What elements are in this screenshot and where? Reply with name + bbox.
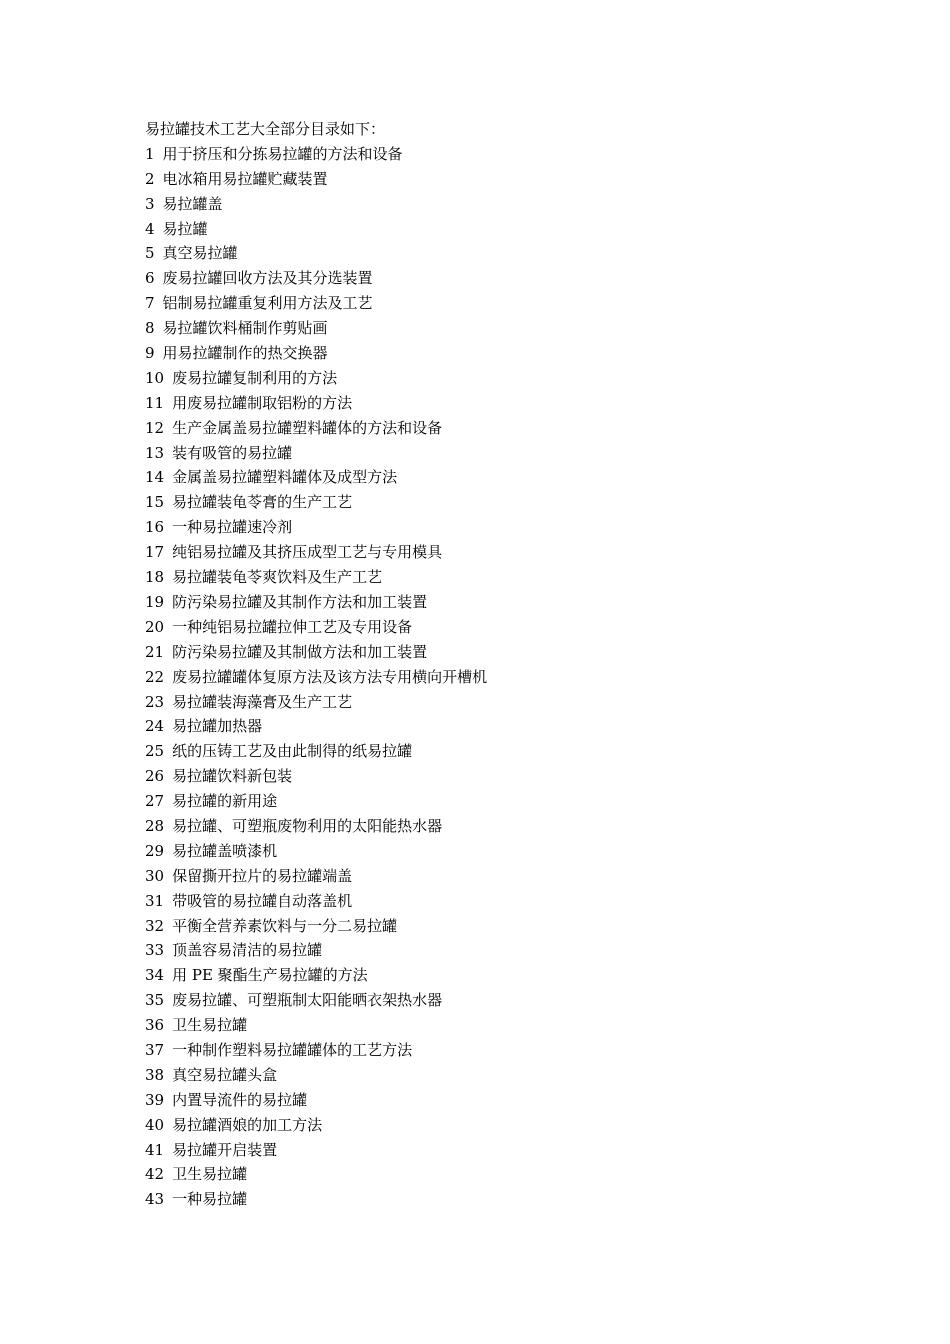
document-heading: 易拉罐技术工艺大全部分目录如下：	[145, 120, 386, 138]
list-item-title: 易拉罐、可塑瓶废物利用的太阳能热水器	[172, 816, 443, 835]
list-item-title: 装有吸管的易拉罐	[172, 443, 293, 462]
list-item	[145, 1162, 845, 1187]
list-item-number: 22	[145, 667, 165, 686]
document-content	[145, 117, 845, 1212]
list-item-number: 17	[145, 543, 165, 562]
list-item-number: 5	[145, 244, 155, 263]
list-item-number: 2	[145, 169, 155, 188]
list-item	[145, 1063, 845, 1088]
list-item	[145, 1013, 845, 1038]
list-item	[145, 914, 845, 939]
list-item	[145, 739, 845, 764]
list-item-number: 11	[145, 393, 165, 412]
list-item-number: 9	[145, 344, 155, 363]
list-item-title: 用于挤压和分拣易拉罐的方法和设备	[162, 144, 403, 163]
list-item-number: 31	[145, 891, 165, 910]
list-item-title: 卫生易拉罐	[172, 1016, 248, 1035]
list-item-number: 38	[145, 1065, 165, 1084]
list-item	[145, 714, 845, 739]
list-item-number: 6	[145, 269, 155, 288]
list-item-number: 39	[145, 1090, 165, 1109]
list-item	[145, 241, 845, 266]
list-item-number: 1	[145, 144, 155, 163]
list-item-title: 易拉罐加热器	[172, 717, 263, 736]
list-item	[145, 341, 845, 366]
list-item-number: 29	[145, 841, 165, 860]
list-item-title: 带吸管的易拉罐自动落盖机	[172, 891, 353, 910]
list-item	[145, 416, 845, 441]
list-item	[145, 789, 845, 814]
list-item-title: 一种易拉罐速冷剂	[172, 518, 293, 537]
list-item-number: 3	[145, 194, 155, 213]
list-item	[145, 864, 845, 889]
list-item	[145, 565, 845, 590]
list-item	[145, 640, 845, 665]
list-item-number: 41	[145, 1140, 165, 1159]
list-item	[145, 167, 845, 192]
list-item-number: 14	[145, 468, 165, 487]
list-item-number: 26	[145, 767, 165, 786]
list-item-number: 40	[145, 1115, 165, 1134]
list-item-title: 金属盖易拉罐塑料罐体及成型方法	[172, 468, 398, 487]
list-item-title: 纸的压铸工艺及由此制得的纸易拉罐	[172, 742, 413, 761]
list-item-title: 废易拉罐、可塑瓶制太阳能晒衣架热水器	[172, 991, 443, 1010]
list-item-title: 易拉罐装龟苓膏的生产工艺	[172, 493, 353, 512]
list-item-title: 易拉罐装海藻膏及生产工艺	[172, 692, 353, 711]
list-item-title: 真空易拉罐	[162, 244, 238, 263]
list-item-title: 易拉罐盖喷漆机	[172, 841, 278, 860]
list-item-title: 一种纯铝易拉罐拉伸工艺及专用设备	[172, 617, 413, 636]
list-item-number: 21	[145, 642, 165, 661]
list-item-number: 32	[145, 916, 165, 935]
list-item-title: 用 PE 聚酯生产易拉罐的方法	[172, 966, 368, 985]
list-item-number: 34	[145, 966, 165, 985]
list-item-title: 防污染易拉罐及其制做方法和加工装置	[172, 642, 428, 661]
list-item-title: 防污染易拉罐及其制作方法和加工装置	[172, 592, 428, 611]
list-item	[145, 465, 845, 490]
list-item-number: 27	[145, 792, 165, 811]
list-item-title: 纯铝易拉罐及其挤压成型工艺与专用模具	[172, 543, 443, 562]
list-item-title: 废易拉罐回收方法及其分选装置	[162, 269, 373, 288]
list-item-title: 用易拉罐制作的热交换器	[162, 344, 328, 363]
list-item-number: 43	[145, 1190, 165, 1209]
list-item	[145, 192, 845, 217]
list-item	[145, 540, 845, 565]
list-item	[145, 142, 845, 167]
list-item-number: 28	[145, 816, 165, 835]
list-item	[145, 988, 845, 1013]
list-item	[145, 764, 845, 789]
list-item	[145, 1113, 845, 1138]
list-item-title: 易拉罐	[162, 219, 208, 238]
list-item-number: 16	[145, 518, 165, 537]
list-item-number: 25	[145, 742, 165, 761]
list-item	[145, 938, 845, 963]
list-item-number: 24	[145, 717, 165, 736]
list-item-number: 23	[145, 692, 165, 711]
list-item-title: 易拉罐饮料新包装	[172, 767, 293, 786]
list-item-number: 10	[145, 368, 165, 387]
list-item-title: 保留撕开拉片的易拉罐端盖	[172, 866, 353, 885]
list-item-number: 36	[145, 1016, 165, 1035]
list-item-title: 一种制作塑料易拉罐罐体的工艺方法	[172, 1040, 413, 1059]
list-item-number: 33	[145, 941, 165, 960]
list-item-title: 废易拉罐复制利用的方法	[172, 368, 338, 387]
list-item-number: 8	[145, 319, 155, 338]
list-item	[145, 366, 845, 391]
list-item-title: 生产金属盖易拉罐塑料罐体的方法和设备	[172, 418, 443, 437]
list-item	[145, 1138, 845, 1163]
list-item	[145, 690, 845, 715]
list-item-title: 易拉罐的新用途	[172, 792, 278, 811]
list-item-number: 20	[145, 617, 165, 636]
list-item	[145, 839, 845, 864]
list-item-title: 废易拉罐罐体复原方法及该方法专用横向开槽机	[172, 667, 488, 686]
list-item	[145, 889, 845, 914]
list-item-title: 易拉罐酒娘的加工方法	[172, 1115, 323, 1134]
list-item-title: 卫生易拉罐	[172, 1165, 248, 1184]
list-item-number: 4	[145, 219, 155, 238]
list-item	[145, 1187, 845, 1212]
list-item	[145, 441, 845, 466]
list-item	[145, 1038, 845, 1063]
list-item	[145, 1088, 845, 1113]
list-item-title: 易拉罐装龟苓爽饮料及生产工艺	[172, 568, 383, 587]
list-item-title: 内置导流件的易拉罐	[172, 1090, 308, 1109]
list-item	[145, 291, 845, 316]
list-item-title: 顶盖容易清洁的易拉罐	[172, 941, 323, 960]
list-item	[145, 217, 845, 242]
list-item-number: 35	[145, 991, 165, 1010]
list-item-number: 42	[145, 1165, 165, 1184]
list-item-title: 一种易拉罐	[172, 1190, 248, 1209]
table-of-contents	[145, 142, 845, 1212]
list-item-title: 平衡全营养素饮料与一分二易拉罐	[172, 916, 398, 935]
list-item-title: 电冰箱用易拉罐贮藏装置	[162, 169, 328, 188]
list-item-title: 易拉罐开启装置	[172, 1140, 278, 1159]
list-item-number: 15	[145, 493, 165, 512]
list-item	[145, 515, 845, 540]
list-item-number: 30	[145, 866, 165, 885]
list-item	[145, 391, 845, 416]
list-item-number: 12	[145, 418, 165, 437]
list-item-number: 19	[145, 592, 165, 611]
list-item-number: 37	[145, 1040, 165, 1059]
list-item-number: 18	[145, 568, 165, 587]
list-item-title: 易拉罐盖	[162, 194, 223, 213]
list-item-title: 易拉罐饮料桶制作剪贴画	[162, 319, 328, 338]
list-item	[145, 490, 845, 515]
list-item-title: 铝制易拉罐重复利用方法及工艺	[162, 294, 373, 313]
list-item	[145, 590, 845, 615]
list-item	[145, 266, 845, 291]
list-item-title: 真空易拉罐头盒	[172, 1065, 278, 1084]
list-item	[145, 615, 845, 640]
list-item-number: 7	[145, 294, 155, 313]
list-item-number: 13	[145, 443, 165, 462]
list-item	[145, 814, 845, 839]
list-item-title: 用废易拉罐制取铝粉的方法	[172, 393, 353, 412]
list-item	[145, 316, 845, 341]
list-item	[145, 963, 845, 988]
list-item	[145, 665, 845, 690]
